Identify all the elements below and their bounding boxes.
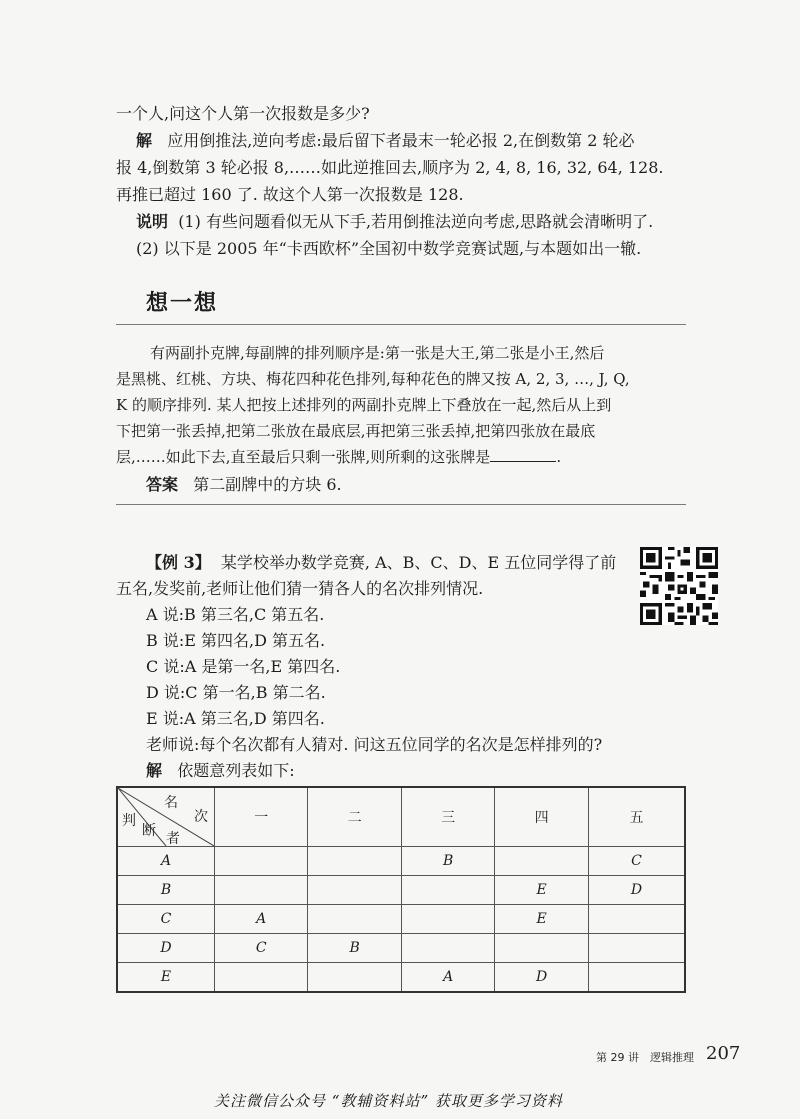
note-line-1 — [136, 212, 653, 232]
example-text-1: 某学校举办数学竞赛, A、B、C、D、E 五位同学得了前 — [220, 553, 617, 572]
corner-ci: 次 — [194, 809, 208, 825]
table-cell — [401, 934, 494, 963]
think-text-5: 层,……如此下去,直至最后只剩一张牌,则所剩的这张牌是 — [116, 448, 491, 466]
think-title: 想一想 — [146, 290, 219, 316]
table-cell — [495, 934, 588, 963]
teacher-statement: 老师说:每个名次都有人猜对. 问这五位同学的名次是怎样排列的? — [146, 735, 603, 754]
row-name: C — [117, 905, 215, 934]
table-row — [117, 847, 685, 876]
table-cell — [308, 905, 401, 934]
table-cell — [588, 963, 685, 993]
statement-c: C 说:A 是第一名,E 第四名. — [146, 657, 341, 676]
table-cell: B — [401, 847, 494, 876]
footer-lecture: 第 29 讲 — [596, 1051, 639, 1064]
table-cell: A — [215, 905, 308, 934]
example-solution-label: 解 — [146, 761, 163, 780]
think-top-rule — [116, 324, 686, 325]
row-name: E — [117, 963, 215, 993]
think-end: . — [556, 448, 562, 466]
table-row — [117, 934, 685, 963]
table-cell — [401, 876, 494, 905]
statement-b: B 说:E 第四名,D 第五名. — [146, 631, 326, 650]
think-line-3: K 的顺序排列. 某人把按上述排列的两副扑克牌上下叠放在一起,然后从上到 — [116, 396, 612, 414]
table-corner-cell — [117, 787, 215, 847]
table-cell: E — [495, 876, 588, 905]
row-name: D — [117, 934, 215, 963]
solution-line-1 — [136, 131, 634, 151]
table-cell: D — [495, 963, 588, 993]
header-rank-1: 一 — [215, 787, 308, 847]
note-text-1: (1) 有些问题看似无从下手,若用倒推法逆向考虑,思路就会清晰明了. — [178, 212, 654, 231]
table-cell — [588, 905, 685, 934]
example-line-1 — [146, 553, 616, 573]
solution-line-2: 报 4,倒数第 3 轮必报 8,……如此逆推回去,顺序为 2, 4, 8, 16, 32, 64, 128. — [116, 158, 664, 177]
table-cell — [495, 847, 588, 876]
think-line-2: 是黑桃、红桃、方块、梅花四种花色排列,每种花色的牌又按 A, 2, 3, …, J, Q, — [116, 370, 630, 388]
think-bottom-rule — [116, 504, 686, 505]
table-cell — [308, 847, 401, 876]
statement-d: D 说:C 第一名,B 第二名. — [146, 683, 326, 702]
corner-duan: 断 — [142, 823, 156, 839]
think-line-5 — [116, 447, 561, 467]
question-tail: 一个人,问这个人第一次报数是多少? — [116, 104, 370, 123]
corner-pan: 判 — [122, 813, 136, 829]
note-label: 说明 — [136, 212, 169, 231]
solution-label: 解 — [136, 131, 153, 150]
example-solution — [146, 761, 295, 781]
table-cell: B — [308, 934, 401, 963]
example-label: 【例 3】 — [146, 553, 211, 572]
table-cell — [308, 876, 401, 905]
header-rank-5: 五 — [588, 787, 685, 847]
table-row — [117, 963, 685, 993]
think-line-4: 下把第一张丢掉,把第二张放在最底层,再把第三张丢掉,把第四张放在最底 — [116, 422, 596, 440]
footer-topic: 逻辑推理 — [650, 1051, 694, 1064]
example-solution-text: 依题意列表如下: — [177, 761, 295, 780]
answer-blank — [490, 447, 556, 462]
table-cell — [308, 963, 401, 993]
answer-text: 第二副牌中的方块 6. — [193, 475, 342, 494]
table-cell: A — [401, 963, 494, 993]
header-rank-3: 三 — [401, 787, 494, 847]
table-cell: C — [588, 847, 685, 876]
solution-text-1: 应用倒推法,逆向考虑:最后留下者最末一轮必报 2,在倒数第 2 轮必 — [167, 131, 635, 150]
table-cell — [215, 847, 308, 876]
table-cell — [401, 905, 494, 934]
corner-ming: 名 — [164, 795, 178, 811]
table-header-row — [117, 787, 685, 847]
note-line-2: (2) 以下是 2005 年“卡西欧杯”全国初中数学竞赛试题,与本题如出一辙. — [136, 239, 642, 258]
table-cell — [588, 934, 685, 963]
corner-zhe: 者 — [166, 831, 180, 847]
table-cell: C — [215, 934, 308, 963]
statement-e: E 说:A 第三名,D 第四名. — [146, 709, 325, 728]
table-row — [117, 905, 685, 934]
page-number: 207 — [706, 1043, 741, 1064]
example-line-2: 五名,发奖前,老师让他们猜一猜各人的名次排列情况. — [116, 579, 484, 598]
header-rank-2: 二 — [308, 787, 401, 847]
answer-label: 答案 — [146, 475, 179, 494]
footer-note: 关注微信公众号 “教辅资料站” 获取更多学习资料 — [214, 1092, 563, 1110]
ranking-table — [116, 786, 686, 993]
row-name: B — [117, 876, 215, 905]
table-cell — [215, 876, 308, 905]
header-rank-4: 四 — [495, 787, 588, 847]
table-cell: D — [588, 876, 685, 905]
solution-line-3: 再推已超过 160 了. 故这个人第一次报数是 128. — [116, 185, 464, 204]
qr-code-icon[interactable] — [640, 547, 718, 625]
row-name: A — [117, 847, 215, 876]
table-cell: E — [495, 905, 588, 934]
statement-a: A 说:B 第三名,C 第五名. — [146, 605, 325, 624]
table-row — [117, 876, 685, 905]
table-cell — [215, 963, 308, 993]
think-line-1: 有两副扑克牌,每副牌的排列顺序是:第一张是大王,第二张是小王,然后 — [150, 344, 605, 362]
think-answer — [146, 475, 342, 495]
